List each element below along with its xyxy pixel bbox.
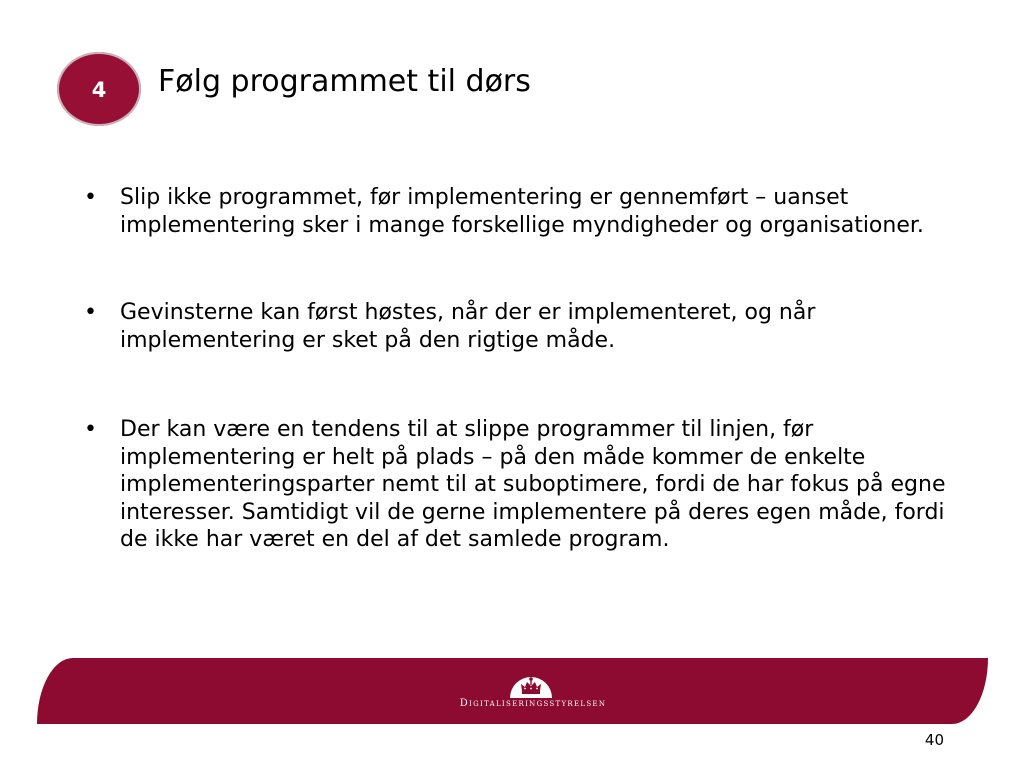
bullet-list (84, 184, 964, 554)
section-number-badge (57, 52, 141, 126)
bullet-item (84, 299, 964, 354)
bullet-marker: • (84, 417, 97, 442)
logo-text: Digitaliseringsstyrelsen (459, 698, 607, 709)
bullet-text: Slip ikke programmet, før implementering er gennemført – uanset implementering sker i mange forskellige myndigheder og organisationer. (120, 185, 924, 238)
bullet-text: Gevinsterne kan først høstes, når der er implementeret, og når implementering er sket på den rigtige måde. (120, 300, 816, 353)
page-number: 40 (924, 731, 944, 749)
slide-title: Følg programmet til dørs (158, 64, 531, 99)
section-number: 4 (91, 78, 107, 102)
bullet-item (84, 184, 964, 239)
footer-band (37, 658, 988, 724)
bullet-marker: • (84, 300, 97, 325)
bullet-marker: • (84, 185, 97, 210)
bullet-item (84, 416, 964, 554)
crown-icon (508, 672, 554, 698)
bullet-text: Der kan være en tendens til at slippe programmer til linjen, før implementering er helt på plads – på den måde kommer de enkelte implementeringsparter nemt til at suboptimere, fordi de har fokus på egne interesser. Samtidigt vil de gerne implementere på deres egen måde, fordi de ikke har været en del af det samlede program. (120, 417, 946, 552)
